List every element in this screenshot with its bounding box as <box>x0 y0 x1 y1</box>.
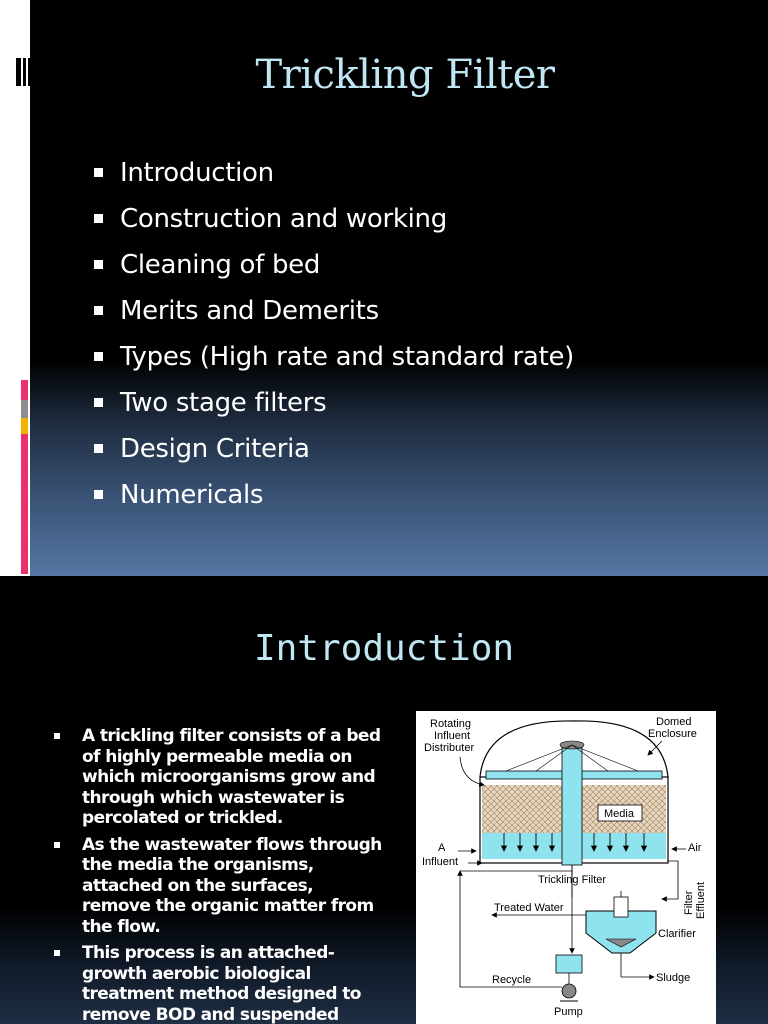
slide-2-bullet-list <box>52 726 382 1024</box>
bullet-flow-description: As the wastewater flows through the media the organisms, attached on the surfaces, remove the organic matter from the flow. <box>52 835 382 938</box>
media-label: Media <box>604 808 634 820</box>
distributer-label: Distributer <box>424 742 475 754</box>
slide-1-accent-bars <box>21 380 28 574</box>
trickling-filter-diagram <box>416 711 716 1024</box>
bullet-process-type: This process is an attached-growth aerobic biological treatment method designed to remove BOD and suspended <box>52 943 382 1024</box>
enclosure-label: Enclosure <box>648 728 697 740</box>
bullet-numericals: Numericals <box>92 472 574 518</box>
wet-well <box>556 955 582 973</box>
treated-water-label: Treated Water <box>494 902 564 914</box>
recycle-label: Recycle <box>492 974 532 986</box>
pump-label: Pump <box>554 1006 583 1018</box>
rotating-label: Rotating <box>430 718 471 730</box>
bullet-design-criteria: Design Criteria <box>92 426 574 472</box>
effluent-label: Effluent <box>695 881 707 919</box>
central-column <box>562 747 582 865</box>
accent-bar-pink <box>21 434 28 574</box>
slide-1-title: Trickling Filter <box>255 52 555 98</box>
bullet-types: Types (High rate and standard rate) <box>92 334 574 380</box>
slide-2-title: Introduction <box>253 628 515 669</box>
clarifier-label: Clarifier <box>658 928 696 940</box>
bullet-introduction: Introduction <box>92 150 574 196</box>
accent-bar-pink-top <box>21 380 28 400</box>
bullet-two-stage-filters: Two stage filters <box>92 380 574 426</box>
influent-label: Influent <box>422 856 459 868</box>
slide-2 <box>0 576 768 1024</box>
slide-1-bullet-list <box>92 150 574 518</box>
filter-label: Filter <box>683 890 695 915</box>
bullet-merits-and-demerits: Merits and Demerits <box>92 288 574 334</box>
pump <box>562 984 576 998</box>
air-right-label: Air <box>688 842 702 854</box>
slide-1-left-marks <box>16 58 33 86</box>
air-left-label: A <box>438 842 446 854</box>
bullet-definition: A trickling filter consists of a bed of highly permeable media on which microorganisms grow and through which wastewater is percolated or trickled. <box>52 726 382 829</box>
trickling-filter-label: Trickling Filter <box>538 874 607 886</box>
bullet-construction-and-working: Construction and working <box>92 196 574 242</box>
accent-bar-yellow <box>21 418 28 434</box>
accent-bar-gray <box>21 400 28 418</box>
bullet-cleaning-of-bed: Cleaning of bed <box>92 242 574 288</box>
domed-label: Domed <box>656 716 692 728</box>
influent-label-top: Influent <box>434 730 471 742</box>
sludge-label: Sludge <box>656 972 691 984</box>
